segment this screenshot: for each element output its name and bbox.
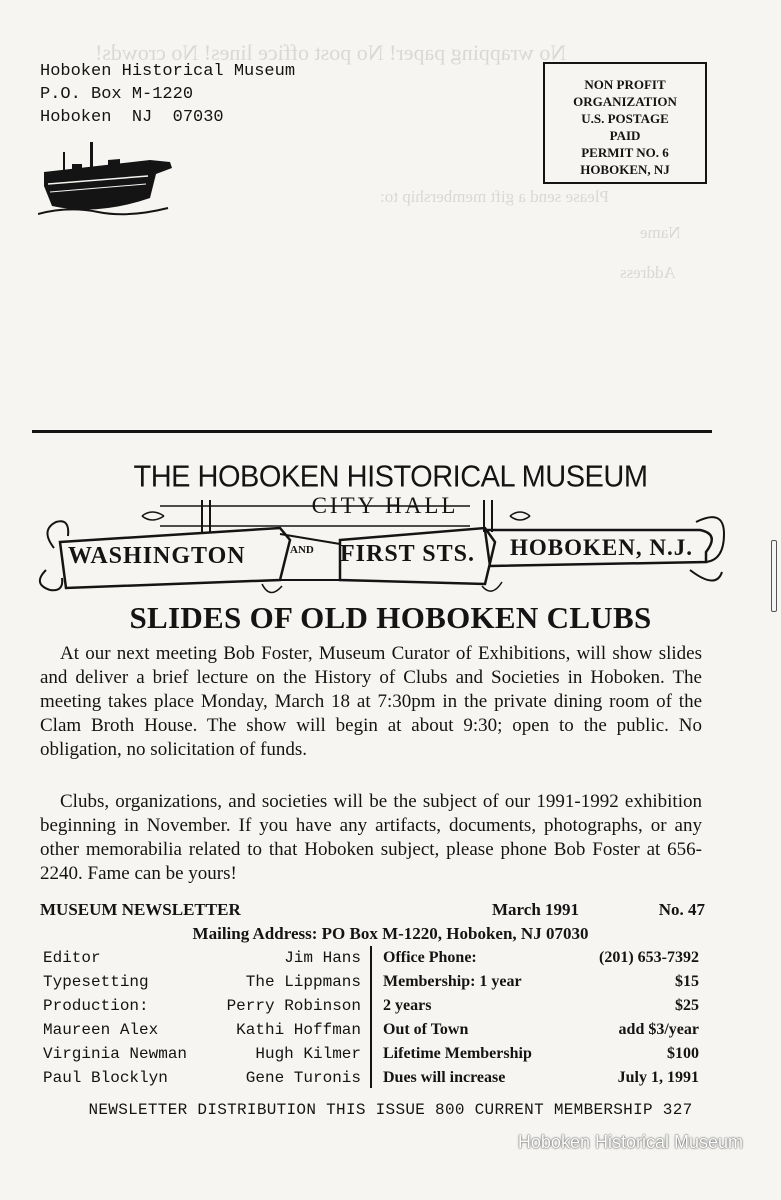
banner-street1: WASHINGTON	[68, 543, 246, 569]
fee-row: 2 years $25	[383, 997, 699, 1014]
fee-row: Office Phone: (201) 653-7392	[383, 949, 699, 966]
watermark: Hoboken Historical Museum	[517, 1132, 743, 1152]
fee-row: Membership: 1 year $15	[383, 973, 699, 990]
museum-title: THE HOBOKEN HISTORICAL MUSEUM	[133, 460, 648, 494]
staff-row: Production: Perry Robinson	[43, 997, 361, 1015]
city-hall-label: CITY HALL	[311, 493, 459, 518]
mailing-address: Mailing Address: PO Box M-1220, Hoboken, NJ 07030	[192, 924, 589, 943]
staff-row: Maureen Alex Kathi Hoffman	[43, 1021, 361, 1039]
postage-indicia: NON PROFIT ORGANIZATION U.S. POSTAGE PAID PERMIT NO. 6 HOBOKEN, NJ	[543, 62, 707, 184]
staff-list	[43, 946, 361, 1090]
staff-row: Typesetting The Lippmans	[43, 973, 361, 991]
membership-fees	[383, 946, 699, 1090]
show-through-line: Address	[620, 263, 676, 282]
fee-row: Lifetime Membership $100	[383, 1045, 699, 1062]
staff-row: Virginia Newman Hugh Kilmer	[43, 1045, 361, 1063]
distribution-line: NEWSLETTER DISTRIBUTION THIS ISSUE 800 CURRENT MEMBERSHIP 327	[88, 1101, 693, 1119]
staff-row: Paul Blocklyn Gene Turonis	[43, 1069, 361, 1087]
column-divider	[370, 946, 372, 1088]
banner-city: HOBOKEN, N.J.	[510, 535, 693, 560]
return-address: Hoboken Historical Museum P.O. Box M-1220 Hoboken NJ 07030	[40, 62, 296, 127]
page-title: SLIDES OF OLD HOBOKEN CLUBS	[129, 600, 652, 635]
staple	[771, 540, 777, 612]
fee-row: Out of Town add $3/year	[383, 1021, 699, 1038]
divider	[32, 430, 712, 433]
steamship-icon	[38, 140, 178, 216]
banner-street2: FIRST STS.	[340, 541, 475, 567]
show-through-line: Name	[640, 223, 681, 242]
article-paragraph: Clubs, organizations, and societies will be the subject of our 1991-1992 exhibition beginning in November. If you have any artifacts, documents, photographs, or any other memorabilia related to that Hoboken subject, please phone Bob Foster at 656-2240. Fame can be yours!	[40, 791, 702, 884]
newsletter-label: MUSEUM NEWSLETTER	[40, 900, 241, 919]
show-through-line: Please send a gift membership to:	[380, 187, 609, 206]
issue-date: March 1991	[492, 900, 580, 919]
issue-number: No. 47	[658, 900, 705, 919]
show-through-line: No wrapping paper! No post office lines! No crowds!	[95, 40, 567, 65]
staff-row: Editor Jim Hans	[43, 949, 361, 967]
banner-and: AND	[290, 544, 314, 556]
article-paragraph: At our next meeting Bob Foster, Museum Curator of Exhibitions, will show slides and deliver a brief lecture on the History of Clubs and Societies in Hoboken. The meeting takes place Monday, March 18 at 7:30pm in the private dining room of the Clam Broth House. The show will begin at about 9:30; open to the public. No obligation, no solicitation of funds.	[40, 643, 702, 760]
fee-row: Dues will increase July 1, 1991	[383, 1069, 699, 1086]
